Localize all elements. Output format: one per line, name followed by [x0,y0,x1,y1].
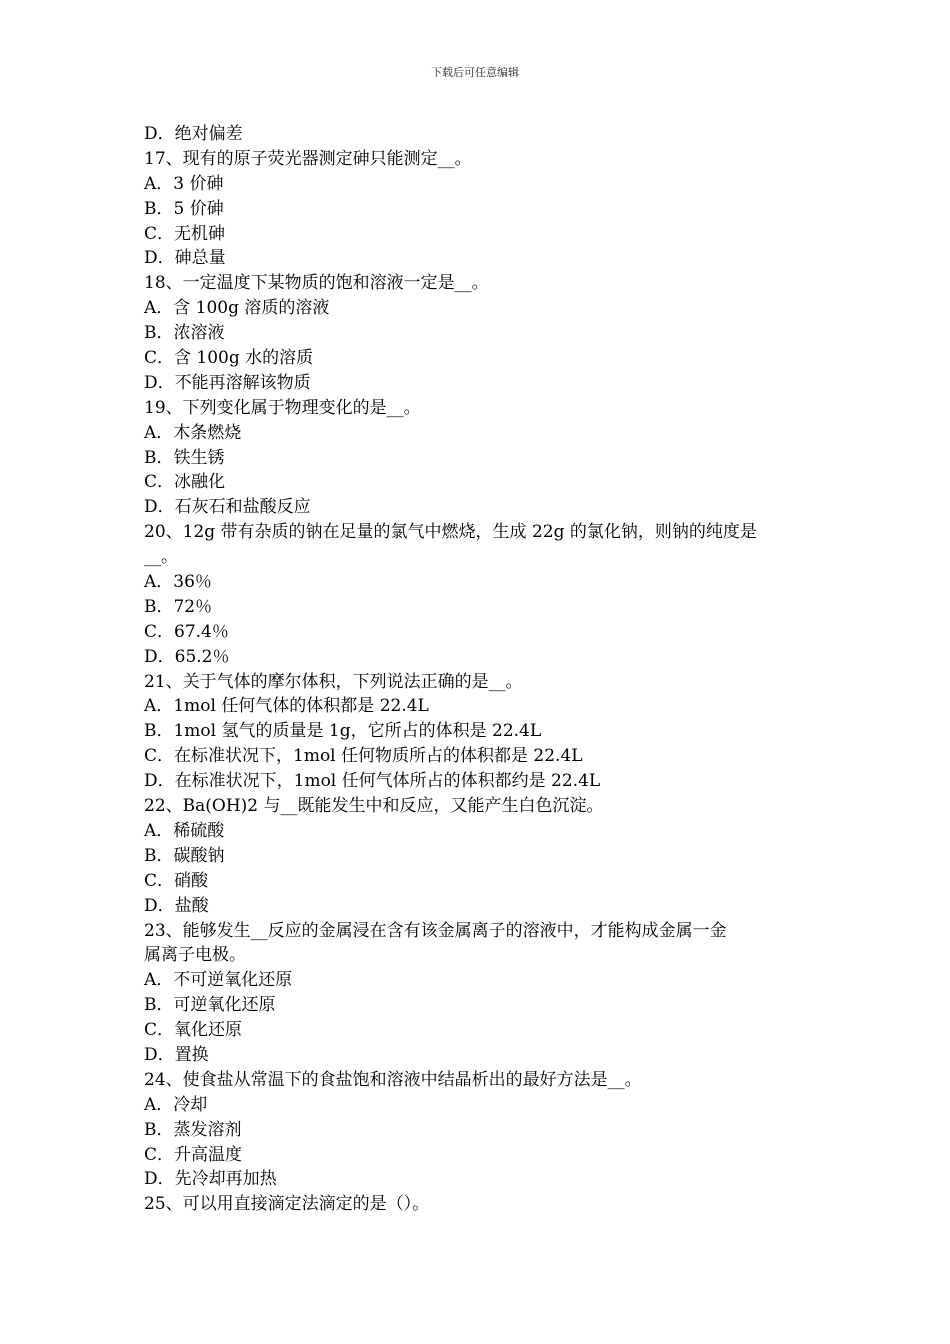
question-text: 属离子电极。 [144,945,246,966]
answer-option: A．木条燃烧 [144,422,242,443]
answer-option: A．1mol 任何气体的体积都是 22.4L [144,696,429,717]
answer-option: D．65.2％ [144,646,230,667]
question-text: 23、能够发生__反应的金属浸在含有该金属离子的溶液中，才能构成金属一金 [144,920,727,941]
answer-option: D．砷总量 [144,248,226,269]
question-text: 20、12g 带有杂质的钠在足量的氯气中燃烧，生成 22g 的氯化钠，则钠的纯度是 [144,522,757,543]
answer-option: B．蒸发溶剂 [144,1119,242,1140]
question-text: 19、下列变化属于物理变化的是__。 [144,397,421,418]
page-header: 下载后可任意编辑 [431,66,519,79]
answer-option: C．升高温度 [144,1144,243,1165]
question-text: __。 [144,547,178,568]
answer-option: B．5 价砷 [144,198,224,219]
question-text: 22、Ba(OH)2 与__既能发生中和反应，又能产生白色沉淀。 [144,796,604,817]
answer-option: A．不可逆氧化还原 [144,970,293,991]
answer-option: B．浓溶液 [144,323,225,344]
answer-option: A．3 价砷 [144,173,224,194]
question-text: 17、现有的原子荧光器测定砷只能测定__。 [144,148,472,169]
text-line: D．绝对偏差 [144,124,243,144]
answer-option: C．67.4％ [144,621,229,642]
answer-option: D．不能再溶解该物质 [144,372,311,393]
answer-option: A．冷却 [144,1094,208,1115]
answer-option: B．碳酸钠 [144,845,225,866]
answer-option: B．铁生锈 [144,447,225,468]
answer-option: A．含 100g 溶质的溶液 [144,298,330,319]
question-text: 21、关于气体的摩尔体积，下列说法正确的是__。 [144,671,523,692]
answer-option: C．硝酸 [144,870,209,891]
answer-option: C．氧化还原 [144,1020,243,1041]
question-text: 25、可以用直接滴定法滴定的是（）。 [144,1194,430,1215]
answer-option: C．冰融化 [144,472,226,493]
answer-option: C．含 100g 水的溶质 [144,348,314,369]
answer-option: A．稀硫酸 [144,820,225,841]
answer-option: B．可逆氧化还原 [144,995,276,1016]
answer-option: B．72％ [144,596,213,617]
answer-option: D．置换 [144,1044,209,1065]
question-text: 18、一定温度下某物质的饱和溶液一定是__。 [144,273,489,294]
question-text: 24、使食盐从常温下的食盐饱和溶液中结晶析出的最好方法是__。 [144,1069,642,1090]
answer-option: D．先冷却再加热 [144,1169,277,1190]
answer-option: A．36％ [144,572,212,593]
document-body [144,122,810,1217]
answer-option: C．在标准状况下，1mol 任何物质所占的体积都是 22.4L [144,746,583,767]
answer-option: D．盐酸 [144,895,209,916]
answer-option: C．无机砷 [144,223,226,244]
answer-option: D．在标准状况下，1mol 任何气体所占的体积都约是 22.4L [144,771,601,792]
answer-option: D．石灰石和盐酸反应 [144,497,311,518]
answer-option: B．1mol 氢气的质量是 1g，它所占的体积是 22.4L [144,721,542,742]
